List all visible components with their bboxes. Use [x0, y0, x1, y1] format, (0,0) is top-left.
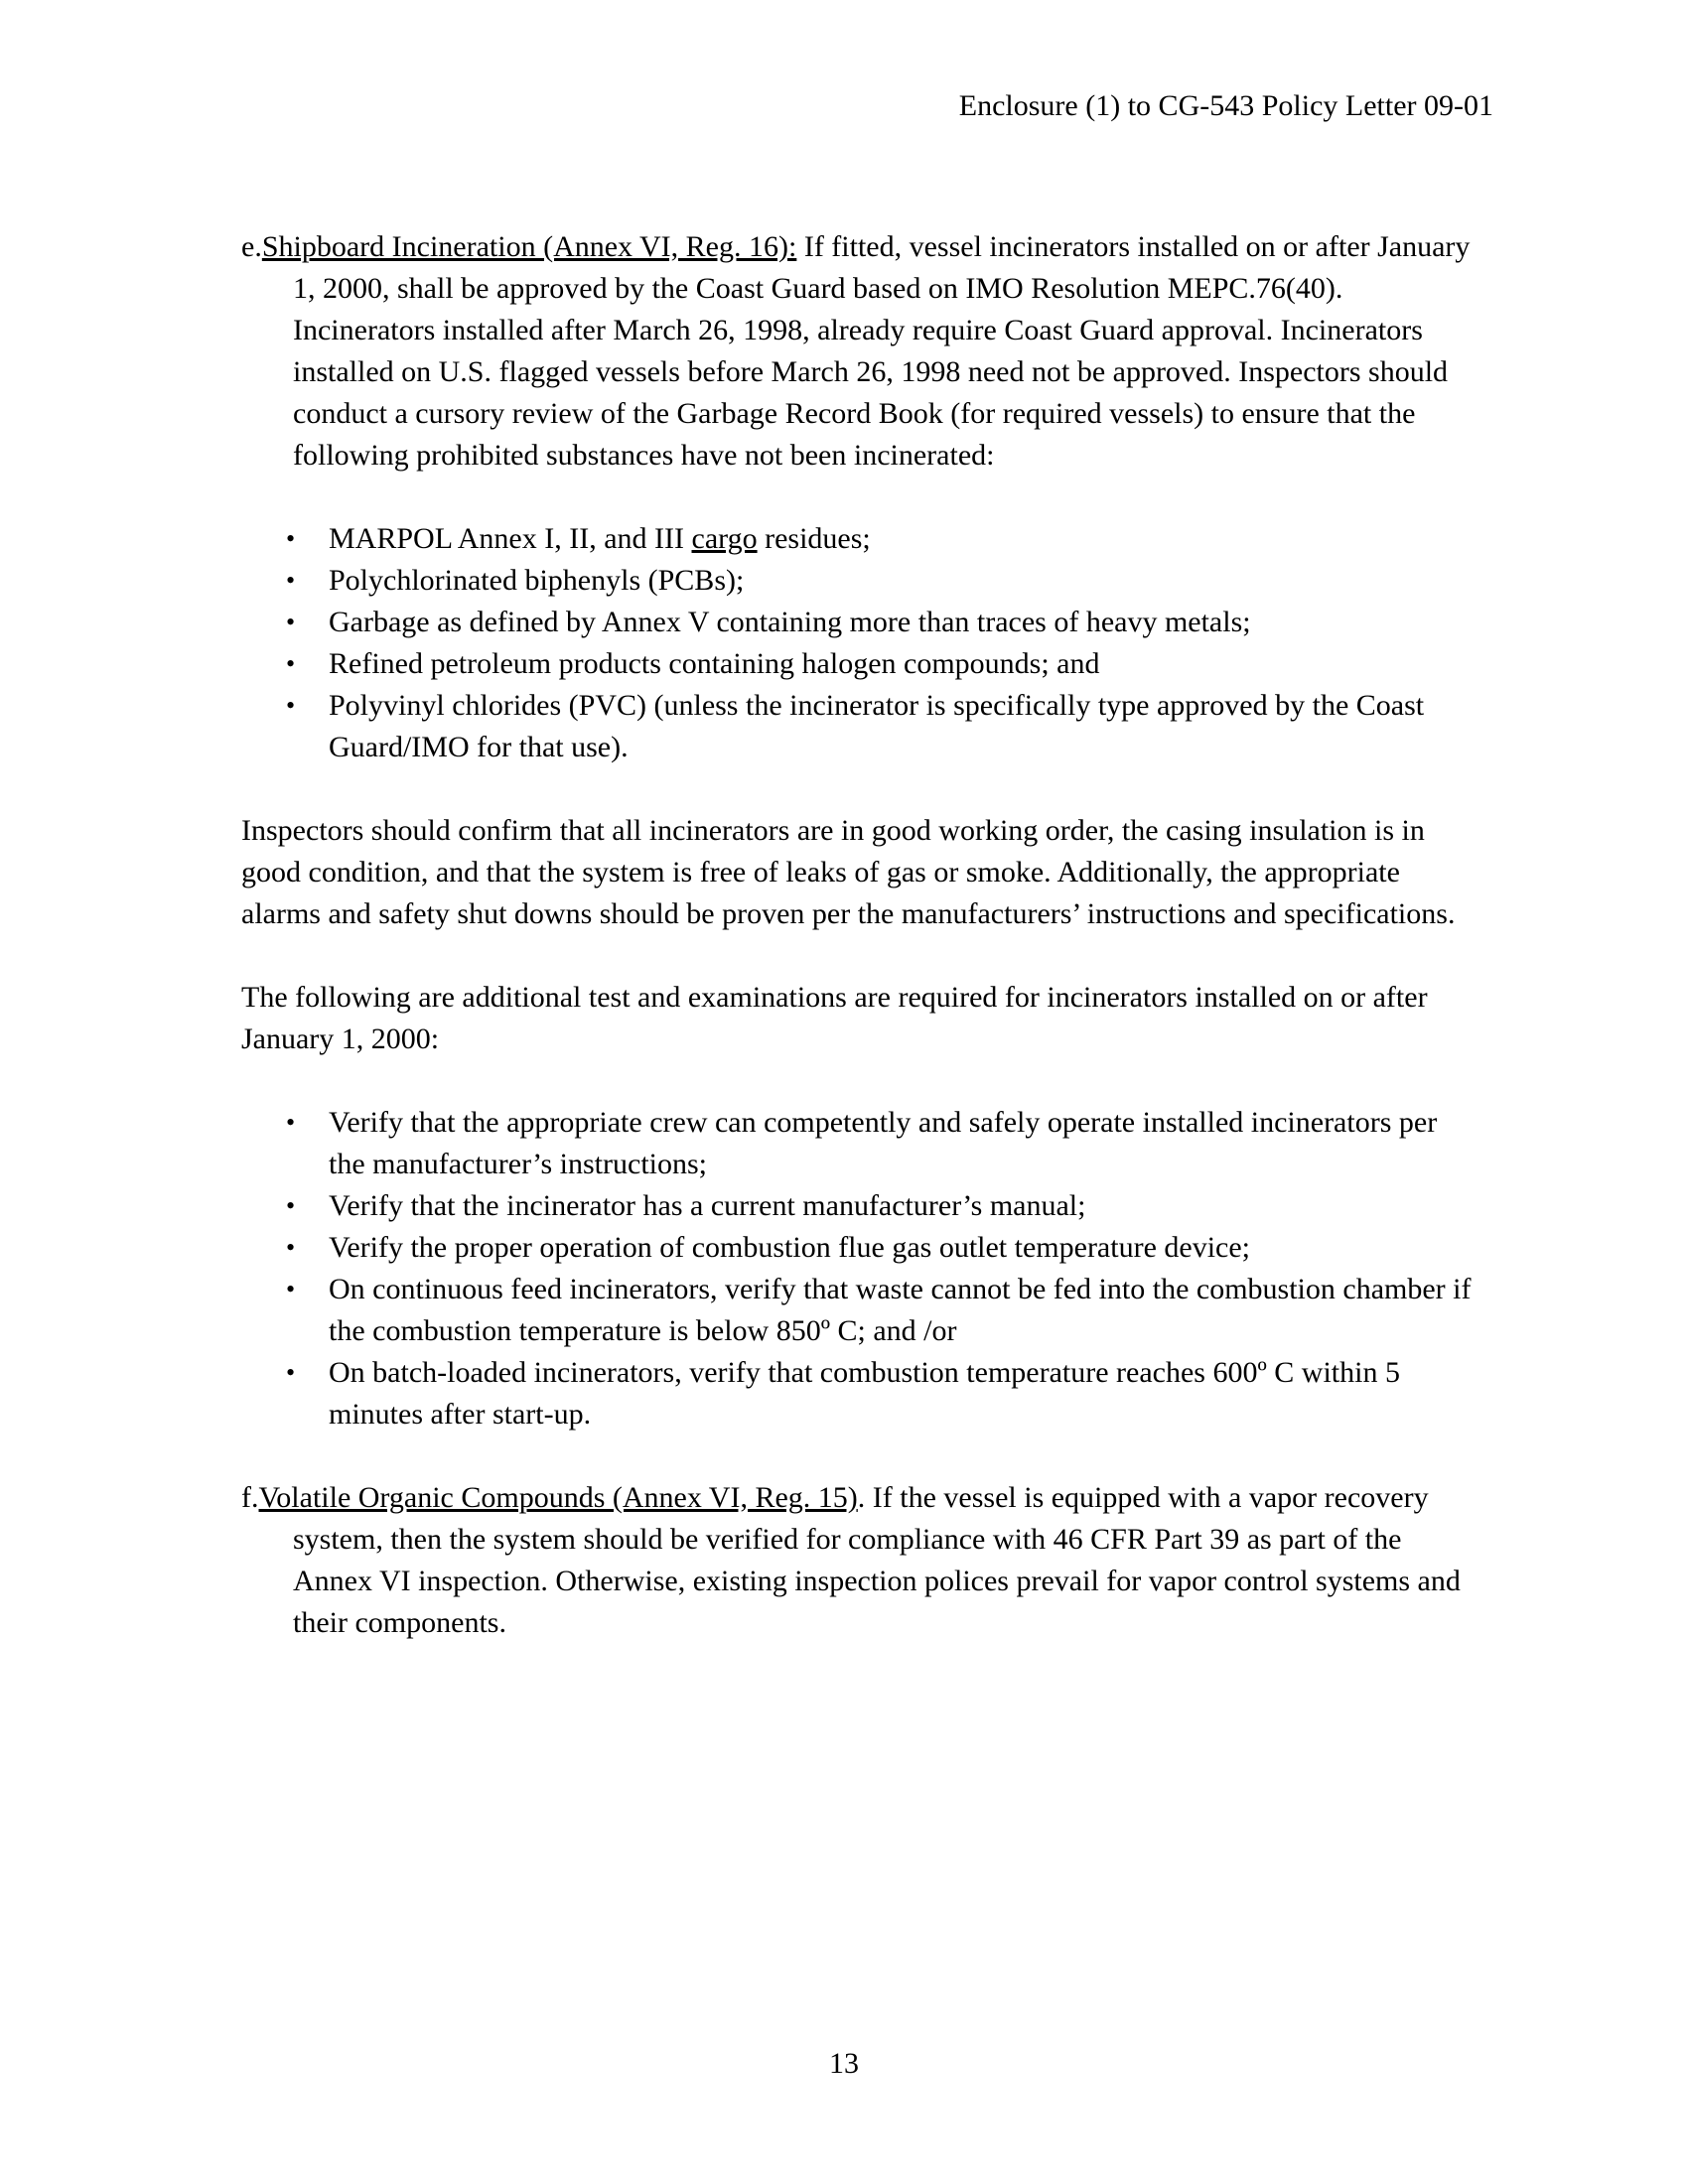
section-f-marker: f. [241, 1481, 259, 1514]
bullet-icon: • [286, 649, 296, 678]
bullet-icon: • [286, 524, 296, 553]
list-item [241, 1352, 1476, 1435]
bullet-icon: • [286, 1108, 296, 1137]
section-e-title: Shipboard Incineration (Annex VI, Reg. 16): [261, 230, 797, 263]
list-item [241, 560, 1476, 602]
list-item-text: Polyvinyl chlorides (PVC) (unless the incinerator is specifically type approved by the Coast Guard/IMO for that use). [329, 689, 1425, 763]
following-tests-paragraph: The following are additional test and examinations are required for incinerators installed on or after January 1, 2000: [241, 981, 1428, 1055]
spacer [241, 1435, 1476, 1477]
bullet-icon: • [286, 1233, 296, 1262]
list-item-text: On batch-loaded incinerators, verify that combustion temperature reaches 600º C within 5 minutes after start-up. [329, 1356, 1400, 1431]
section-e-marker: e. [241, 230, 262, 263]
list-item-text-underlined: cargo [691, 522, 758, 555]
document-body [241, 226, 1476, 1644]
bullet-icon: • [286, 1358, 296, 1387]
list-item [241, 518, 1476, 560]
spacer [241, 1060, 1476, 1102]
list-item [241, 1102, 1476, 1185]
list-item-text: On continuous feed incinerators, verify that waste cannot be fed into the combustion chamber if the combustion temperature is below 850º C; and /or [329, 1273, 1472, 1347]
list-item [241, 643, 1476, 685]
bullet-icon: • [286, 1191, 296, 1220]
list-item [241, 602, 1476, 643]
section-f-title: Volatile Organic Compounds (Annex VI, Reg. 15) [258, 1481, 858, 1514]
list-item-text: Verify the proper operation of combustion flue gas outlet temperature device; [329, 1231, 1251, 1264]
bullet-icon: • [286, 1275, 296, 1303]
spacer [241, 768, 1476, 810]
section-f-body: . If the vessel is equipped with a vapor recovery system, then the system should be verified for compliance with 46 CFR Part 39 as part of the Annex VI inspection. Otherwise, existing inspection polices prevail for vapor control systems and their components. [293, 1481, 1461, 1639]
list-item-text-post: residues; [757, 522, 871, 555]
section-f-paragraph [241, 1477, 1476, 1644]
list-item-text: Verify that the appropriate crew can competently and safely operate installed incinerators per the manufacturer’s instructions; [329, 1106, 1438, 1180]
list-item-text-pre: MARPOL Annex I, II, and III [329, 522, 692, 555]
bullet-icon: • [286, 691, 296, 720]
page-header: Enclosure (1) to CG-543 Policy Letter 09-01 [958, 89, 1493, 122]
list-item [241, 1269, 1476, 1352]
page-number: 13 [829, 2047, 859, 2080]
inspectors-confirm-paragraph: Inspectors should confirm that all incinerators are in good working order, the casing insulation is in good condition, and that the system is free of leaks of gas or smoke. Additionally, the appropriate alarms and safety shut downs should be proven per the manufacturers’ instructions and specifications. [241, 814, 1456, 930]
prohibited-substances-list [241, 518, 1476, 768]
list-item-text: Polychlorinated biphenyls (PCBs); [329, 564, 745, 597]
list-item [241, 1185, 1476, 1227]
list-item [241, 685, 1476, 768]
bullet-icon: • [286, 608, 296, 636]
section-e-body: If fitted, vessel incinerators installed on or after January 1, 2000, shall be approved by the Coast Guard based on IMO Resolution MEPC.76(40). Incinerators installed after March 26, 1998, already require Coast Guard approval. Incinerators installed on U.S. flagged vessels before March 26, 1998 need not be approved. Inspectors should conduct a cursory review of the Garbage Record Book (for required vessels) to ensure that the following prohibited substances have not been incinerated: [293, 230, 1471, 472]
list-item-text: Refined petroleum products containing halogen compounds; and [329, 647, 1100, 680]
list-item-text: Verify that the incinerator has a current manufacturer’s manual; [329, 1189, 1086, 1222]
list-item-text: Garbage as defined by Annex V containing more than traces of heavy metals; [329, 606, 1251, 638]
spacer [241, 935, 1476, 977]
additional-tests-list [241, 1102, 1476, 1435]
bullet-icon: • [286, 566, 296, 595]
spacer [241, 477, 1476, 518]
list-item [241, 1227, 1476, 1269]
section-e-paragraph [241, 226, 1476, 477]
